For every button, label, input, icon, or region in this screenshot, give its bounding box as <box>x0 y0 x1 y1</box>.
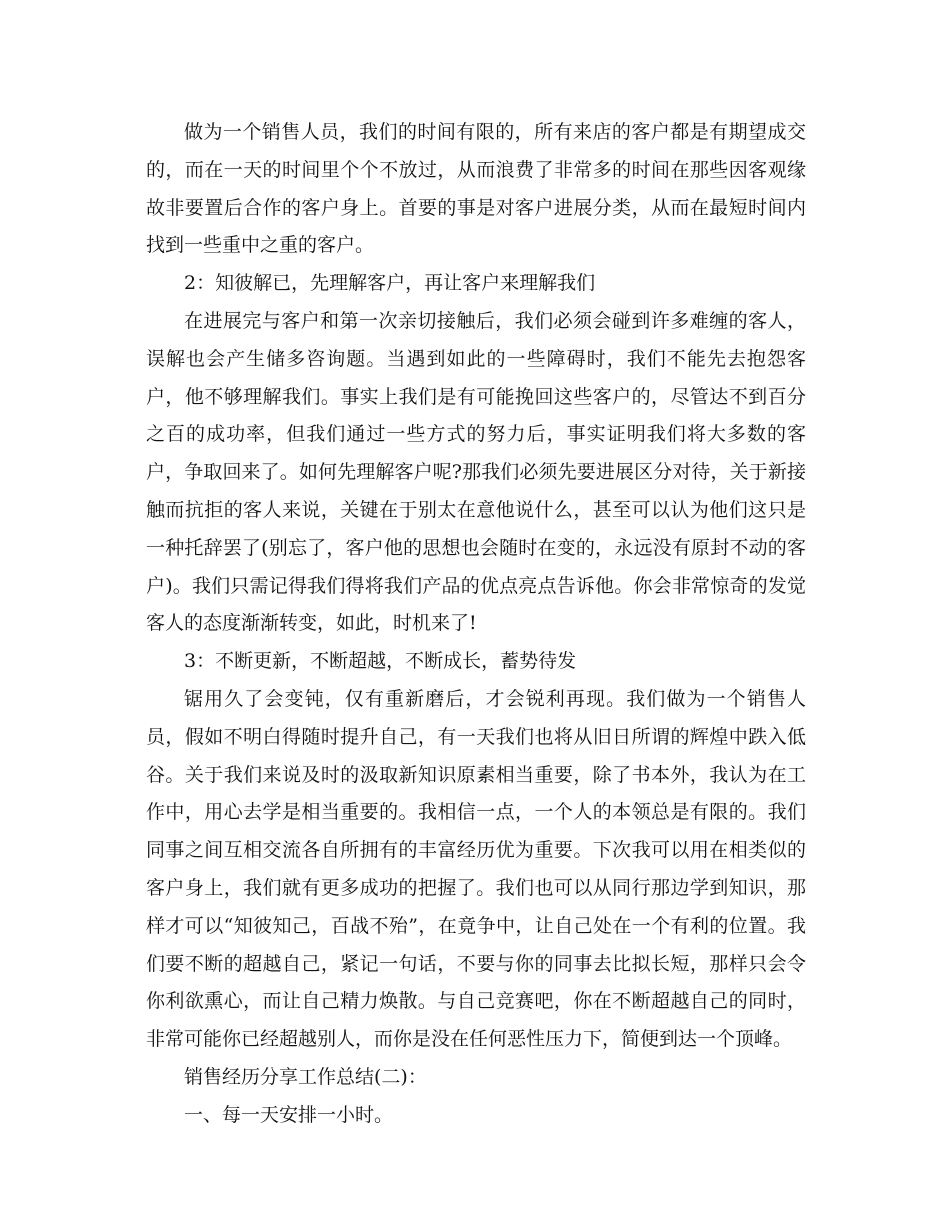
paragraph-customer-classification: 做为一个销售人员，我们的时间有限的，所有来店的客户都是有期望成交的，而在一天的时间里个个不放过，从而浪费了非常多的时间在那些因客观缘故非要置后合作的客户身上。首要的事是对客户进展分类，从而在最短时间内找到一些重中之重的客户。 <box>146 121 806 257</box>
document-body <box>146 114 806 1135</box>
paragraph-understand-customer: 在进展完与客户和第一次亲切接触后，我们必须会碰到许多难缠的客人，误解也会产生储多咨询题。当遇到如此的一些障碍时，我们不能先去抱怨客户，他不够理解我们。事实上我们是有可能挽回这些客户的，尽管达不到百分之百的成功率，但我们通过一些方式的努力后，事实证明我们将大多数的客户，争取回来了。如何先理解客户呢?那我们必须先要进展区分对待，关于新接触而抗拒的客人来说，关键在于别太在意他说什么，甚至可以认为他们这只是一种托辞罢了(别忘了，客户他的思想也会随时在变的，永远没有原封不动的客户)。我们只需记得我们得将我们产品的优点亮点告诉他。你会非常惊奇的发觉客人的态度渐渐转变，如此，时机来了! <box>146 309 806 635</box>
section-heading-summary-two: 销售经历分享工作总结(二)： <box>184 1065 427 1088</box>
paragraph-keep-growing: 锯用久了会变钝，仅有重新磨后，才会锐利再现。我们做为一个销售人员，假如不明白得随时提升自己，有一天我们也将从旧日所谓的辉煌中跌入低谷。关于我们来说及时的汲取新知识原素相当重要，除了书本外，我认为在工作中，用心去学是相当重要的。我相信一点，一个人的本领总是有限的。我们同事之间互相交流各自所拥有的丰富经历优为重要。下次我可以用在相类似的客户身上，我们就有更多成功的把握了。我们也可以从同行那边学到知识，那样才可以“知彼知己，百战不殆”，在竟争中，让自己处在一个有利的位置。我们要不断的超越自己，紧记一句话，不要与你的同事去比拟长短，那样只会令你利欲熏心，而让自己精力焕散。与自己竞赛吧，你在不断超越自己的同时，非常可能你已经超越别人，而你是没在任何恶性压力下，简便到达一个顶峰。 <box>146 687 806 1051</box>
section-heading-keep-growing: 3：不断更新，不断超越，不断成长，蓄势待发 <box>184 650 577 673</box>
section-heading-understand-customer: 2：知彼解已，先理解客户，再让客户来理解我们 <box>184 272 596 295</box>
list-item-one-hour-daily: 一、每一天安排一小时。 <box>184 1103 394 1126</box>
